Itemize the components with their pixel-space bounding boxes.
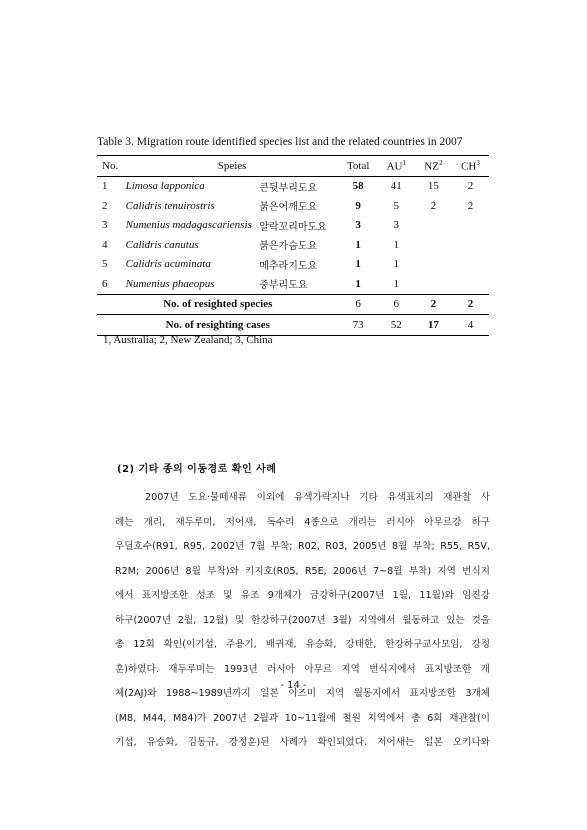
- table-row: [97, 255, 489, 275]
- cell-total: 1: [355, 258, 361, 271]
- section-heading: (2) 기타 종의 이동경로 확인 사례: [117, 464, 277, 475]
- body-line: 2007년 도요·물떼새류 이외에 유색가락지나 기타 유색표지의 재관찰 사: [145, 492, 490, 503]
- cell-scientific-name: Calidris canutus: [125, 238, 199, 251]
- table-row: [97, 274, 489, 294]
- header-no: No.: [102, 159, 119, 172]
- cell-au: 41: [390, 180, 402, 193]
- summary-ch: 4: [467, 318, 474, 331]
- cell-au: 1: [393, 238, 400, 251]
- summary-row-species: [97, 294, 489, 315]
- cell-ch: [452, 235, 489, 255]
- table-header-row: [97, 156, 489, 177]
- cell-ch: 2: [467, 180, 474, 193]
- cell-korean-name: 큰뒷부리도요: [259, 182, 318, 194]
- species-table: [97, 155, 489, 336]
- cell-korean-name: 메추라기도요: [259, 260, 318, 272]
- header-ch-label: CH: [461, 160, 477, 173]
- header-nz-label: NZ: [424, 160, 439, 173]
- body-line: 례는 개리, 재두루미, 저어새, 독수리 4종으로 개리는 러시아 아무르강 하구: [115, 516, 490, 528]
- body-line: 훈)하였다. 재두루미는 1993년 러시아 아무르 지역 번식지에서 표지방조한 개: [115, 663, 490, 675]
- cell-no: 3: [102, 219, 108, 232]
- summary-label: No. of resighting cases: [165, 318, 270, 331]
- body-line: 하구(2007년 2월, 12월) 및 한강하구(2007년 3월) 지역에서 월동하고 있는 것을: [115, 614, 490, 626]
- table-row: [97, 235, 489, 255]
- body-line: 총 12회 확인(이기섭, 주용기, 배귀재, 유승화, 강태한, 한강하구교사모임, 강정: [115, 639, 490, 650]
- table-footnote: 1, Australia; 2, New Zealand; 3, China: [103, 334, 273, 346]
- cell-nz: 15: [427, 180, 439, 193]
- cell-scientific-name: Numenius phaeopus: [125, 277, 215, 290]
- cell-total: 1: [355, 277, 361, 290]
- cell-ch: 2: [467, 199, 474, 212]
- cell-nz: 2: [430, 199, 437, 212]
- header-nz: [415, 156, 452, 177]
- cell-nz: [415, 274, 452, 294]
- cell-au: 1: [393, 277, 400, 290]
- cell-korean-name: 붉은가슴도요: [259, 241, 318, 253]
- cell-au: 3: [393, 219, 400, 232]
- header-ch: [452, 156, 489, 177]
- table-caption: Table 3. Migration route identified species list and the related countries in 2007: [97, 136, 463, 148]
- cell-ch: [452, 216, 489, 236]
- cell-korean-name: 붉은어깨도요: [259, 202, 318, 214]
- cell-total: 9: [355, 199, 361, 212]
- body-line: 우딜호수(R91, R95, 2002년 7월 부착; R02, R03, 2005년 8월 부착; R55, R5V,: [115, 541, 490, 552]
- header-au: [378, 156, 415, 177]
- cell-nz: [415, 255, 452, 275]
- cell-korean-name: 알락꼬리마도요: [259, 221, 327, 233]
- summary-au: 6: [393, 298, 400, 311]
- cell-no: 4: [102, 238, 108, 251]
- header-total: Total: [346, 159, 370, 172]
- body-paragraph: [115, 486, 490, 756]
- header-au-sup: 1: [402, 158, 406, 167]
- body-line: 체(2AJ)와 1988~1989년까지 일본 이즈미 지역 월동지에서 표지방조한 3개체: [115, 688, 490, 699]
- cell-no: 1: [102, 180, 108, 193]
- body-line: 에서 표지방조한 성조 및 유조 9개체가 금강하구(2007년 1월, 11월)와 임진강: [115, 590, 490, 601]
- table-row: [97, 176, 489, 196]
- cell-scientific-name: Numenius madagascariensis: [125, 219, 252, 232]
- summary-label: No. of resighted species: [163, 298, 273, 311]
- table-row: [97, 196, 489, 216]
- cell-ch: [452, 255, 489, 275]
- summary-total: 6: [355, 298, 361, 311]
- body-line: 기섭, 유승화, 김동규, 강정훈)된 사례가 확인되었다. 저어새는 일본 오키나와: [115, 737, 490, 748]
- cell-au: 5: [393, 199, 400, 212]
- table-row: [97, 216, 489, 236]
- cell-no: 2: [102, 199, 108, 212]
- summary-nz: 17: [427, 318, 439, 331]
- cell-no: 5: [102, 258, 108, 271]
- header-ch-sup: 3: [476, 158, 480, 167]
- header-nz-sup: 2: [438, 158, 443, 167]
- cell-scientific-name: Calidris tenuirostris: [125, 199, 215, 212]
- cell-au: 1: [393, 258, 400, 271]
- cell-total: 1: [355, 238, 361, 251]
- cell-scientific-name: Calidris acuminata: [125, 258, 211, 271]
- page-number: - 14 -: [280, 680, 307, 691]
- cell-korean-name: 중부리도요: [259, 280, 308, 292]
- summary-au: 52: [390, 318, 402, 331]
- header-au-label: AU: [386, 160, 403, 173]
- cell-nz: [415, 235, 452, 255]
- body-line: (M8, M44, M84)가 2007년 2월과 10~11월에 철원 지역에서 총 6회 재관찰(이: [115, 712, 490, 724]
- body-line: R2M; 2006년 8월 부착)와 키지호(R05, R5E, 2006년 7~8월 부착) 지역 번식지: [115, 565, 490, 577]
- header-species: Speies: [217, 159, 247, 172]
- cell-total: 58: [352, 180, 364, 193]
- cell-ch: [452, 274, 489, 294]
- summary-nz: 2: [430, 298, 437, 311]
- cell-total: 3: [355, 219, 361, 232]
- cell-scientific-name: Limosa lapponica: [125, 180, 205, 193]
- summary-ch: 2: [467, 298, 474, 311]
- cell-no: 6: [102, 277, 108, 290]
- cell-nz: [415, 216, 452, 236]
- summary-row-cases: [97, 315, 489, 336]
- summary-total: 73: [352, 318, 364, 331]
